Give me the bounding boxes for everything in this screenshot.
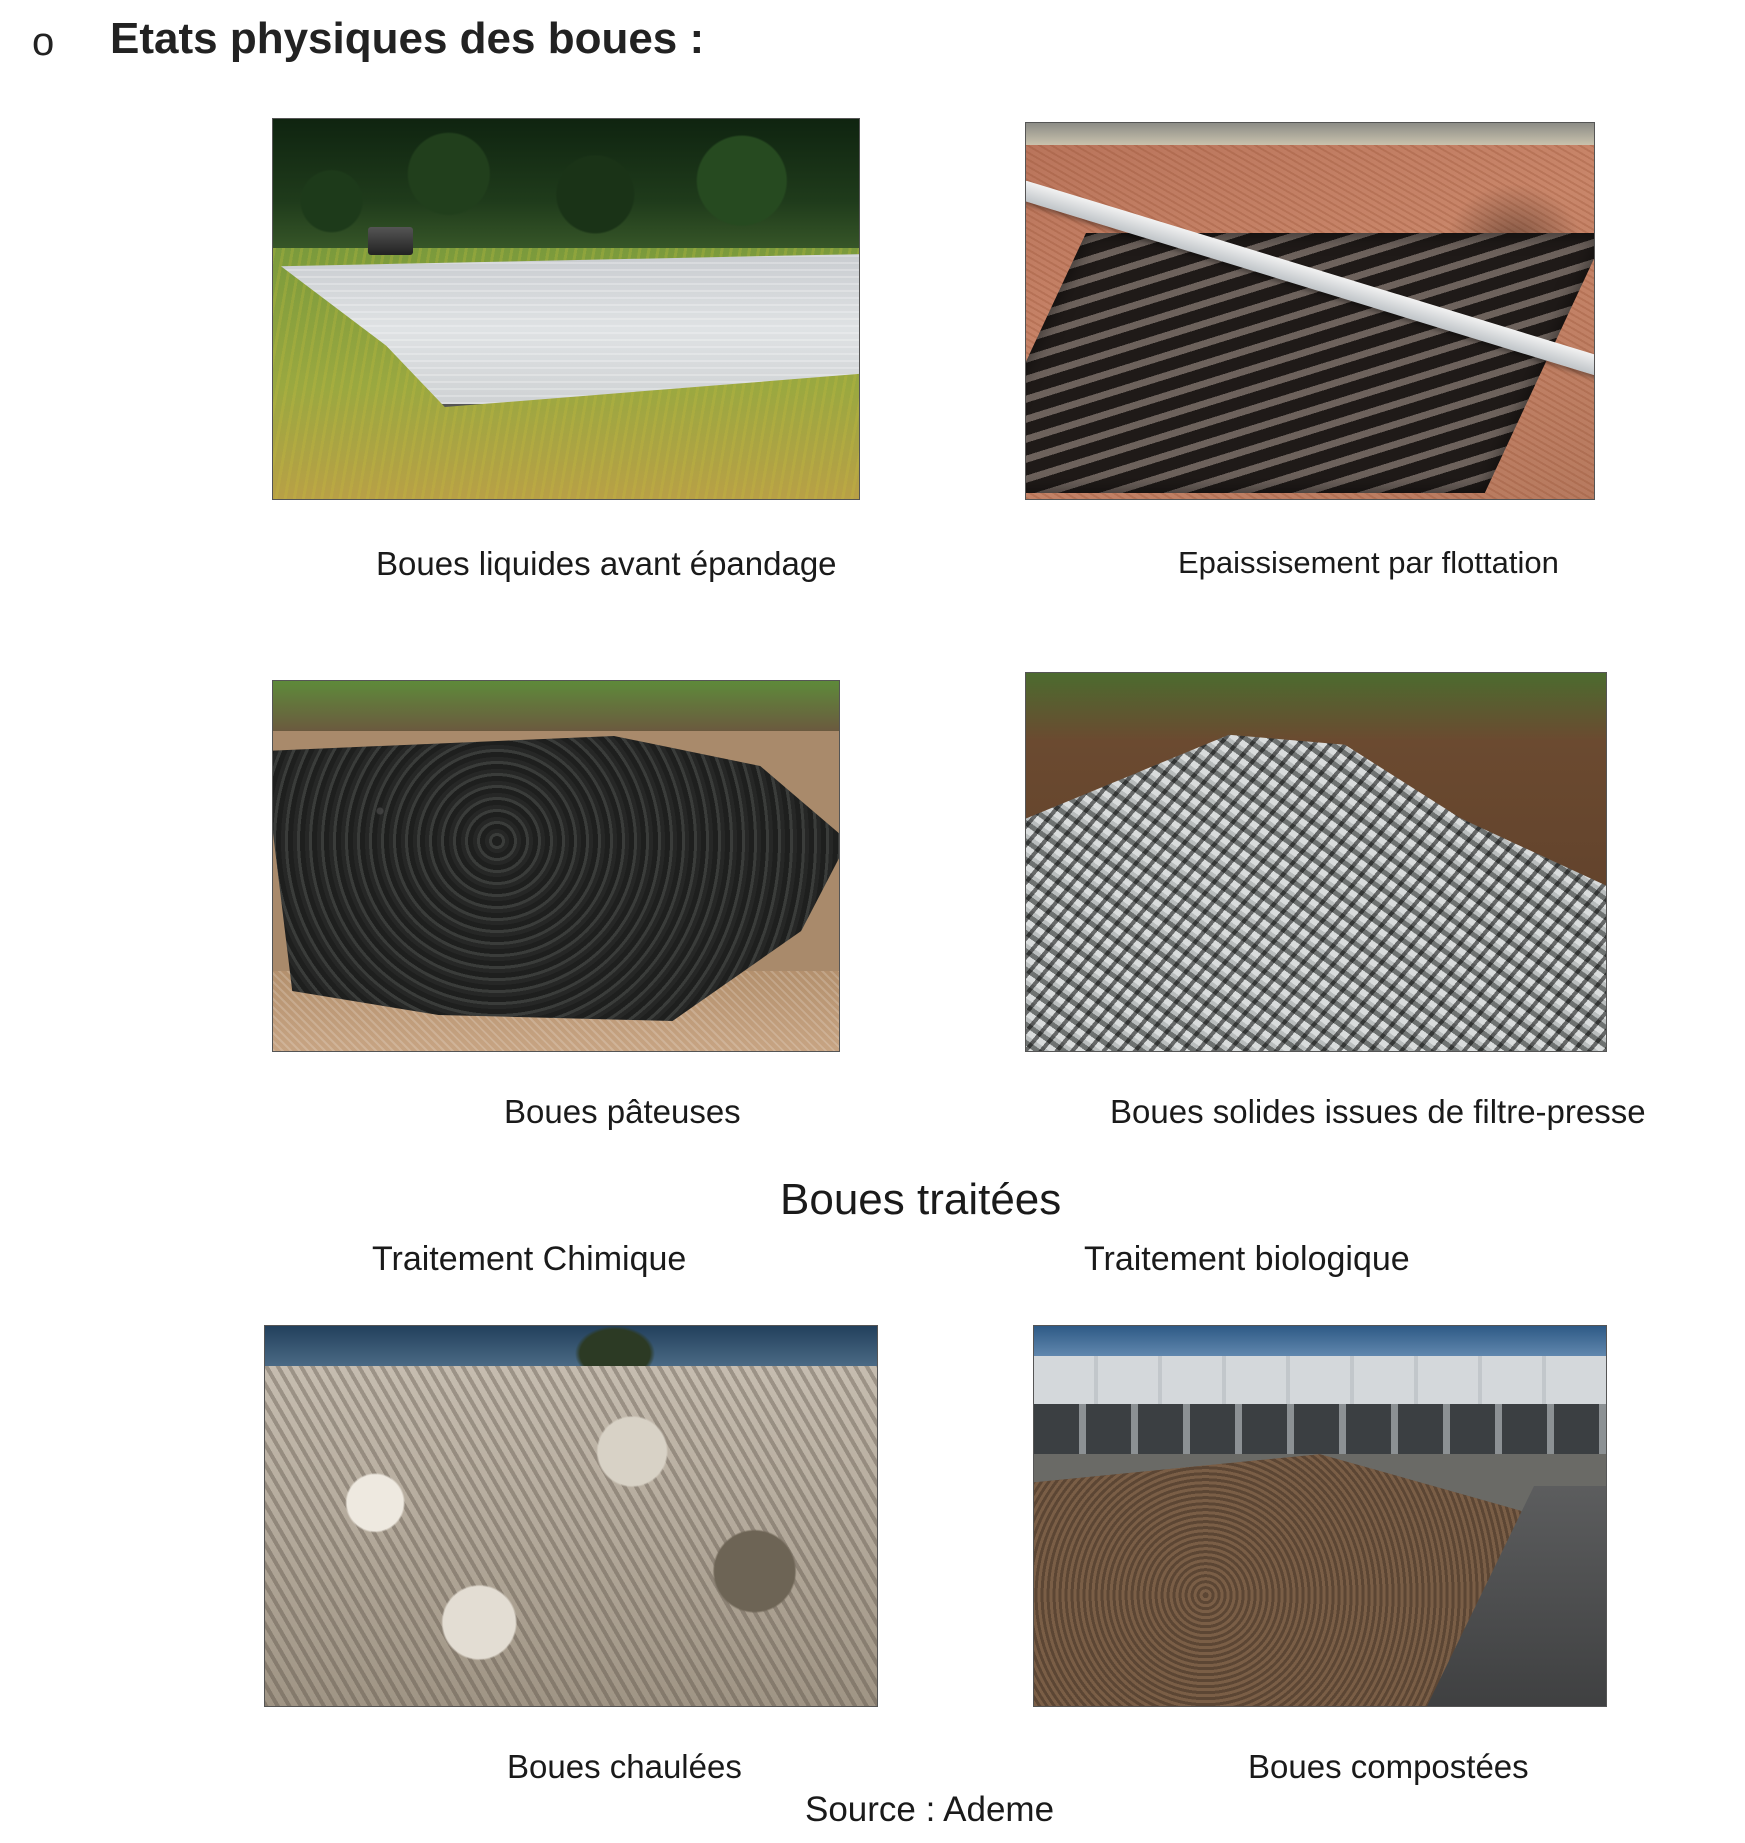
caption-limed-sludge: Boues chaulées xyxy=(507,1748,742,1785)
photo-filter-press-sludge xyxy=(1025,672,1607,1052)
chemical-treatment-label: Traitement Chimique xyxy=(372,1240,687,1278)
sludge-cake-pile xyxy=(1026,718,1606,1052)
page-heading: Etats physiques des boues : xyxy=(110,14,705,63)
photo-limed-sludge xyxy=(264,1325,878,1707)
photo-composted-sludge xyxy=(1033,1325,1607,1707)
caption-composted-sludge: Boues compostées xyxy=(1248,1748,1529,1785)
photo-liquid-sludge xyxy=(272,118,860,500)
trees xyxy=(273,119,859,256)
tractor xyxy=(368,227,413,255)
caption-liquid-sludge: Boues liquides avant épandage xyxy=(376,545,837,582)
tank-wall xyxy=(1026,123,1594,145)
shed-roof xyxy=(1034,1356,1606,1404)
limed-sludge-pile xyxy=(265,1366,877,1707)
caption-flotation: Epaissisement par flottation xyxy=(1178,545,1559,580)
biological-treatment-label: Traitement biologique xyxy=(1084,1240,1410,1278)
photo-pasty-sludge xyxy=(272,680,840,1052)
section-bullet: o xyxy=(32,20,55,64)
photo-flotation xyxy=(1025,122,1595,500)
grass-strip xyxy=(273,681,839,731)
treated-sludge-title: Boues traitées xyxy=(780,1175,1062,1224)
sky xyxy=(265,1326,877,1371)
caption-filter-press-sludge: Boues solides issues de filtre-presse xyxy=(1110,1093,1646,1130)
source-credit: Source : Ademe xyxy=(805,1790,1055,1829)
caption-pasty-sludge: Boues pâteuses xyxy=(504,1093,741,1130)
shed-bays xyxy=(1034,1404,1606,1454)
